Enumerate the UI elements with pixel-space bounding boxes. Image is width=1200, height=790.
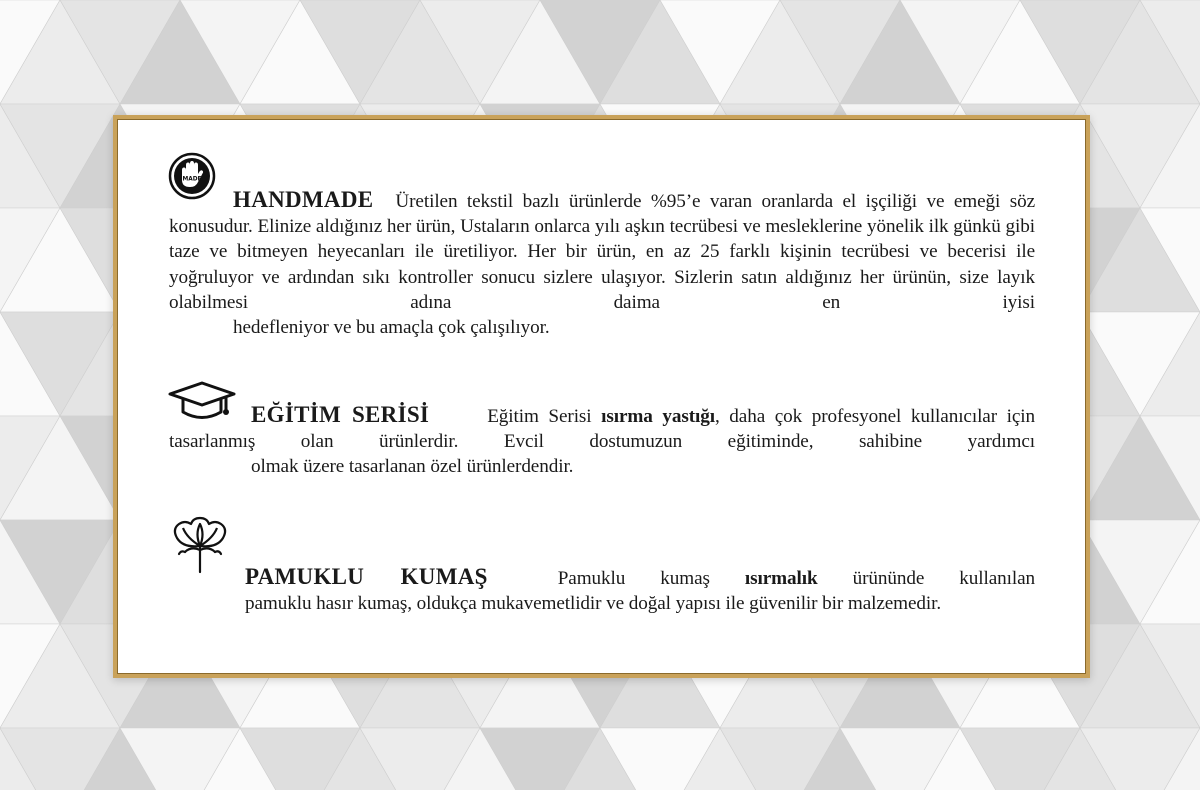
egitim-last-line: olmak üzere tasarlanan özel ürünlerdendir. [251,456,574,478]
pamuk-lead-bold: ısırmalık [744,568,818,589]
handmade-last-line: hedefleniyor ve bu amaçla çok çalışılıyor. [233,317,550,339]
pamuk-title: PAMUKLU KUMAŞ [245,564,488,589]
egitim-lead-bold: ısırma yastığı [601,406,715,427]
handmade-lead: Üretilen tekstil bazlı ürünlerde %95’e varan oranlarda el işçiliği [395,191,918,212]
egitim-lead-1: Eğitim Serisi [487,406,602,427]
info-card [113,115,1090,678]
section-egitim [169,377,1035,480]
pamuk-lead-2: ürününde kullanılan [817,568,1036,589]
pamuk-lead-1: Pamuklu kumaş [557,568,745,589]
egitim-title: EĞİTİM SERİSİ [251,402,430,427]
egitim-body: kullanıcılar için tasarlanmış olan ürünlerdir. Evcil dostumuzun eğitiminde, sahibine yardımcı [169,406,1035,453]
section-pamuklu [169,514,1035,616]
section-handmade [169,152,1035,340]
handmade-title: HANDMADE [233,187,374,212]
pamuk-last-line: pamuklu hasır kumaş, oldukça mukavemetlidir ve doğal yapısı ile güvenilir bir malzemedir. [245,593,942,615]
egitim-lead-2: , daha çok profesyonel [715,406,902,427]
svg-text:MADE: MADE [182,176,202,183]
handmade-body: ve emeği söz konusudur. Elinize aldığınız her ürün, Ustaların onlarca yılı aşkın tecrübesi ve mesleklerine yönelik ilk günkü gibi taze ve bitmeyen heyecanları ile üretiliyor. Her bir ürün, en az 25 farklı kişinin tecrübesi ve becerisi ile yoğruluyor ve ardından sıkı kontroller sonucu sizlere ulaşıyor. Sizlerin satın aldığınız her ürünün, size layık olabilmesi adına daima en iyisi [169,191,1036,313]
